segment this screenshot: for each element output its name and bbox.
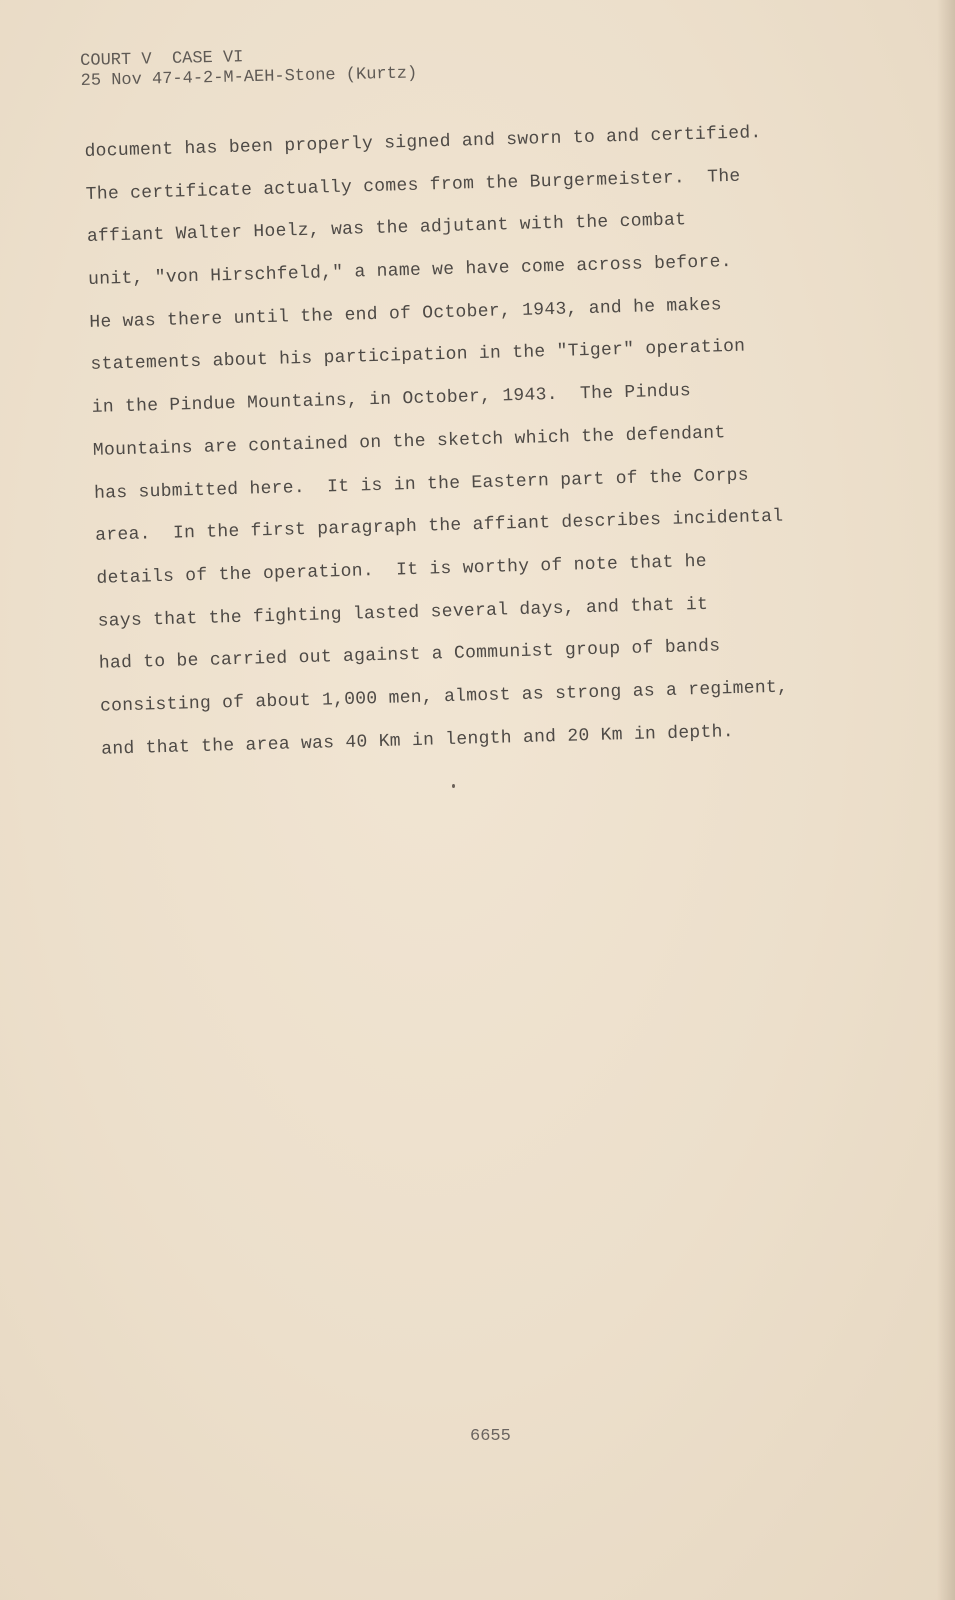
body-line: document has been properly signed and sworn to and certified.: [84, 123, 762, 162]
date-reference-line: 25 Nov 47-4-2-M-AEH-Stone (Kurtz): [80, 64, 418, 91]
document-body: [84, 109, 882, 771]
document-header: [80, 44, 417, 92]
ink-speck: [452, 784, 455, 788]
page-number: 6655: [470, 1427, 511, 1446]
body-line: affiant Walter Hoelz, was the adjutant with the combat: [86, 210, 687, 248]
body-line: statements about his participation in the "Tiger" operation: [90, 337, 746, 376]
body-line: consisting of about 1,000 men, almost as strong as a regiment,: [99, 677, 789, 717]
body-line: in the Pindue Mountains, in October, 1943. The Pindus: [91, 381, 692, 419]
body-line: area. In the first paragraph the affiant describes incidental: [95, 506, 784, 547]
body-line: and that the area was 40 Km in length and 20 Km in depth.: [100, 721, 735, 760]
body-line: had to be carried out against a Communist group of bands: [98, 636, 721, 675]
court-case-line: COURT V CASE VI: [80, 48, 244, 71]
body-line: details of the operation. It is worthy of note that he: [96, 551, 708, 589]
body-line: The certificate actually comes from the Burgermeister. The: [85, 166, 741, 205]
body-line: unit, "von Hirschfeld," a name we have come across before.: [87, 252, 733, 291]
body-line: has submitted here. It is in the Eastern part of the Corps: [93, 465, 750, 504]
body-line: He was there until the end of October, 1943, and he makes: [89, 295, 723, 333]
body-line: Mountains are contained on the sketch which the defendant: [92, 423, 726, 461]
body-line: says that the fighting lasted several days, and that it: [97, 594, 709, 632]
